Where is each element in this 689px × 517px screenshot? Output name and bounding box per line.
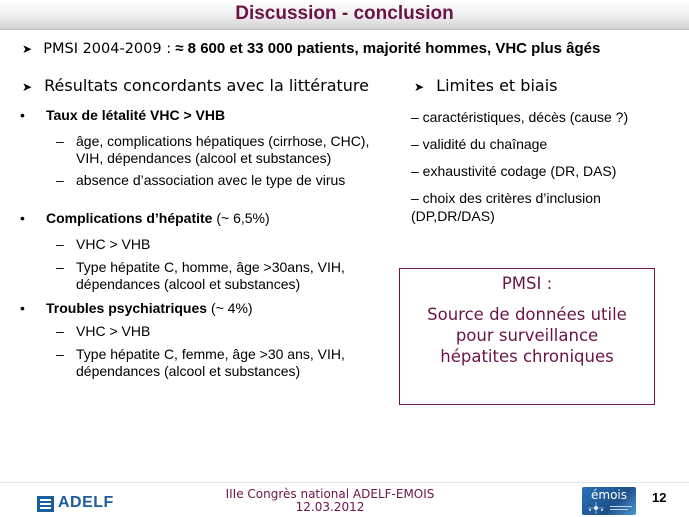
adelf-logo-text: ADELF xyxy=(58,494,114,511)
bullet-title: Taux de létalité VHC > VHB xyxy=(46,107,226,123)
limits-heading-text: Limites et biais xyxy=(436,76,558,95)
dash-bullet-icon: – xyxy=(56,236,64,252)
sub-item-text: absence d’association avec le type de virus xyxy=(76,172,346,188)
adelf-logo xyxy=(36,494,122,514)
limit-item: – choix des critères d’inclusion (DP,DR/DAS) xyxy=(411,190,601,224)
results-heading-text: Résultats concordants avec la littérature xyxy=(44,76,369,95)
pmsi-box-line: hépatites chroniques xyxy=(440,347,614,366)
bullet-suffix: (~ 4%) xyxy=(207,300,253,316)
summary-line xyxy=(22,40,682,57)
dot-bullet-icon: • xyxy=(20,210,25,226)
sub-item-text: âge, complications hépatiques (cirrhose, CHC), VIH, dépendances (alcool et substances) xyxy=(76,133,370,166)
sub-item xyxy=(18,346,388,380)
page-number: 12 xyxy=(652,490,667,505)
sub-item xyxy=(18,323,388,340)
bullet-heading xyxy=(18,107,388,124)
pmsi-box-title: PMSI : xyxy=(501,274,553,293)
pmsi-box-line: pour surveillance xyxy=(455,326,599,345)
bullet-title: Troubles psychiatriques xyxy=(46,300,208,316)
sub-item xyxy=(18,133,388,167)
sub-item-text: Type hépatite C, homme, âge >30ans, VIH, dépendances (alcool et substances) xyxy=(76,259,345,292)
pmsi-conclusion-box xyxy=(399,268,655,405)
limits-heading xyxy=(414,76,557,95)
emois-logo xyxy=(582,487,636,515)
dash-bullet-icon: – xyxy=(56,323,64,339)
arrow-bullet-icon: ➤ xyxy=(414,80,425,94)
bullet-psychiatric xyxy=(18,300,388,380)
bullet-heading xyxy=(18,210,388,227)
limits-list xyxy=(411,108,671,234)
emois-sparkle-icon xyxy=(582,501,636,515)
dash-bullet-icon: – xyxy=(56,172,64,188)
dash-bullet-icon: – xyxy=(56,259,64,275)
dot-bullet-icon: • xyxy=(20,107,25,123)
limit-item: – validité du chaînage xyxy=(411,136,548,152)
footer-event-date: 12.03.2012 xyxy=(295,500,365,514)
bullet-suffix: (~ 6,5%) xyxy=(212,210,270,226)
results-heading xyxy=(22,76,369,95)
footer-divider xyxy=(0,482,689,483)
slide-title: Discussion - conclusion xyxy=(235,3,454,24)
summary-prefix: PMSI 2004-2009 : xyxy=(43,41,172,57)
bullet-lethality xyxy=(18,107,388,189)
pmsi-box-body xyxy=(400,304,654,367)
dash-bullet-icon: – xyxy=(56,133,64,149)
sub-item-text: VHC > VHB xyxy=(76,236,151,252)
limit-item: – exhaustivité codage (DR, DAS) xyxy=(411,163,617,179)
dash-bullet-icon: – xyxy=(56,346,64,362)
sub-item-text: VHC > VHB xyxy=(76,323,151,339)
bullet-complications xyxy=(18,210,388,293)
arrow-bullet-icon: ➤ xyxy=(22,80,33,94)
summary-highlight: ≈ 8 600 et 33 000 patients, majorité hommes, VHC plus âgés xyxy=(175,40,601,57)
dot-bullet-icon: • xyxy=(20,300,25,316)
adelf-emblem-icon xyxy=(36,494,56,514)
footer-event xyxy=(180,488,480,514)
bullet-heading xyxy=(18,300,388,317)
sub-item xyxy=(18,172,388,189)
sub-item xyxy=(18,259,388,293)
emois-logo-text: émois xyxy=(591,488,627,502)
pmsi-box-line: Source de données utile xyxy=(427,305,627,324)
footer-event-name: IIIe Congrès national ADELF-EMOIS xyxy=(225,487,435,501)
arrow-bullet-icon: ➤ xyxy=(22,42,33,56)
title-bar xyxy=(0,0,689,30)
sub-item-text: Type hépatite C, femme, âge >30 ans, VIH, dépendances (alcool et substances) xyxy=(76,346,345,379)
limit-item: – caractéristiques, décès (cause ?) xyxy=(411,109,629,125)
sub-item xyxy=(18,236,388,253)
bullet-title: Complications d’hépatite xyxy=(46,210,213,226)
